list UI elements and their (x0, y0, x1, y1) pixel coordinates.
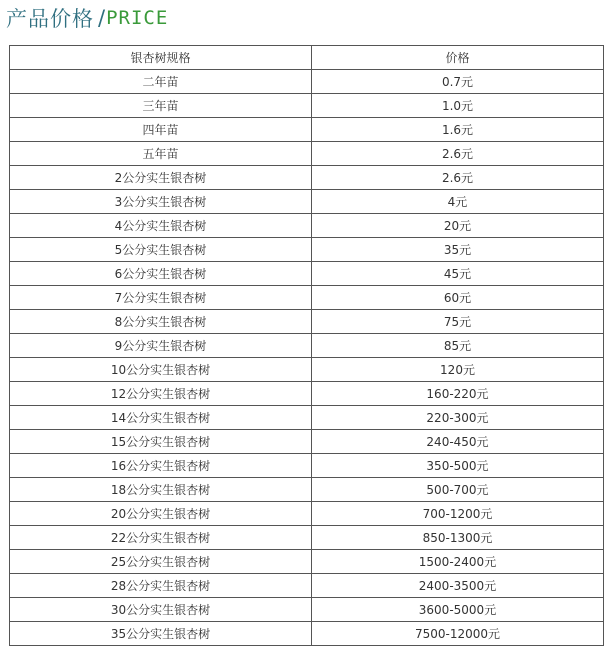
spec-cell: 35公分实生银杏树 (10, 622, 312, 646)
table-row (10, 502, 604, 526)
table-row (10, 574, 604, 598)
spec-cell: 五年苗 (10, 142, 312, 166)
spec-cell: 4公分实生银杏树 (10, 214, 312, 238)
price-cell: 45元 (312, 262, 604, 286)
price-cell: 60元 (312, 286, 604, 310)
spec-cell: 18公分实生银杏树 (10, 478, 312, 502)
table-row (10, 190, 604, 214)
table-row (10, 358, 604, 382)
spec-cell: 二年苗 (10, 70, 312, 94)
spec-cell: 16公分实生银杏树 (10, 454, 312, 478)
price-cell: 1.0元 (312, 94, 604, 118)
price-cell: 20元 (312, 214, 604, 238)
spec-cell: 7公分实生银杏树 (10, 286, 312, 310)
table-row (10, 142, 604, 166)
title-separator: / (98, 6, 106, 30)
spec-cell: 2公分实生银杏树 (10, 166, 312, 190)
table-body (10, 70, 604, 646)
price-cell: 120元 (312, 358, 604, 382)
table-row (10, 478, 604, 502)
price-cell: 500-700元 (312, 478, 604, 502)
table-row (10, 622, 604, 646)
page-subtitle: PRICE (106, 7, 169, 29)
table-row (10, 550, 604, 574)
price-cell: 4元 (312, 190, 604, 214)
table-row (10, 214, 604, 238)
spec-cell: 8公分实生银杏树 (10, 310, 312, 334)
table-row (10, 454, 604, 478)
spec-cell: 22公分实生银杏树 (10, 526, 312, 550)
table-row (10, 262, 604, 286)
spec-cell: 10公分实生银杏树 (10, 358, 312, 382)
spec-cell: 6公分实生银杏树 (10, 262, 312, 286)
price-cell: 1.6元 (312, 118, 604, 142)
price-cell: 75元 (312, 310, 604, 334)
spec-cell: 15公分实生银杏树 (10, 430, 312, 454)
spec-cell: 28公分实生银杏树 (10, 574, 312, 598)
table-row (10, 598, 604, 622)
table-row (10, 166, 604, 190)
column-header-price: 价格 (312, 46, 604, 70)
table-header (10, 46, 604, 70)
table-row (10, 238, 604, 262)
spec-cell: 30公分实生银杏树 (10, 598, 312, 622)
price-cell: 2400-3500元 (312, 574, 604, 598)
spec-cell: 14公分实生银杏树 (10, 406, 312, 430)
spec-cell: 5公分实生银杏树 (10, 238, 312, 262)
price-cell: 2.6元 (312, 142, 604, 166)
price-cell: 2.6元 (312, 166, 604, 190)
table-row (10, 526, 604, 550)
price-cell: 850-1300元 (312, 526, 604, 550)
spec-cell: 3公分实生银杏树 (10, 190, 312, 214)
spec-cell: 9公分实生银杏树 (10, 334, 312, 358)
price-table (9, 45, 604, 646)
table-row (10, 70, 604, 94)
column-header-spec: 银杏树规格 (10, 46, 312, 70)
price-cell: 240-450元 (312, 430, 604, 454)
price-cell: 3600-5000元 (312, 598, 604, 622)
table-row (10, 430, 604, 454)
page-title: 产品价格 (6, 7, 94, 31)
price-cell: 35元 (312, 238, 604, 262)
spec-cell: 12公分实生银杏树 (10, 382, 312, 406)
table-row (10, 382, 604, 406)
spec-cell: 三年苗 (10, 94, 312, 118)
table-row (10, 118, 604, 142)
spec-cell: 20公分实生银杏树 (10, 502, 312, 526)
price-cell: 700-1200元 (312, 502, 604, 526)
table-row (10, 334, 604, 358)
spec-cell: 四年苗 (10, 118, 312, 142)
table-header-row (10, 46, 604, 70)
price-cell: 7500-12000元 (312, 622, 604, 646)
table-row (10, 286, 604, 310)
price-cell: 1500-2400元 (312, 550, 604, 574)
page-header (0, 0, 606, 36)
table-row (10, 310, 604, 334)
price-cell: 350-500元 (312, 454, 604, 478)
table-row (10, 94, 604, 118)
price-cell: 160-220元 (312, 382, 604, 406)
price-cell: 0.7元 (312, 70, 604, 94)
spec-cell: 25公分实生银杏树 (10, 550, 312, 574)
price-cell: 220-300元 (312, 406, 604, 430)
table-row (10, 406, 604, 430)
price-cell: 85元 (312, 334, 604, 358)
